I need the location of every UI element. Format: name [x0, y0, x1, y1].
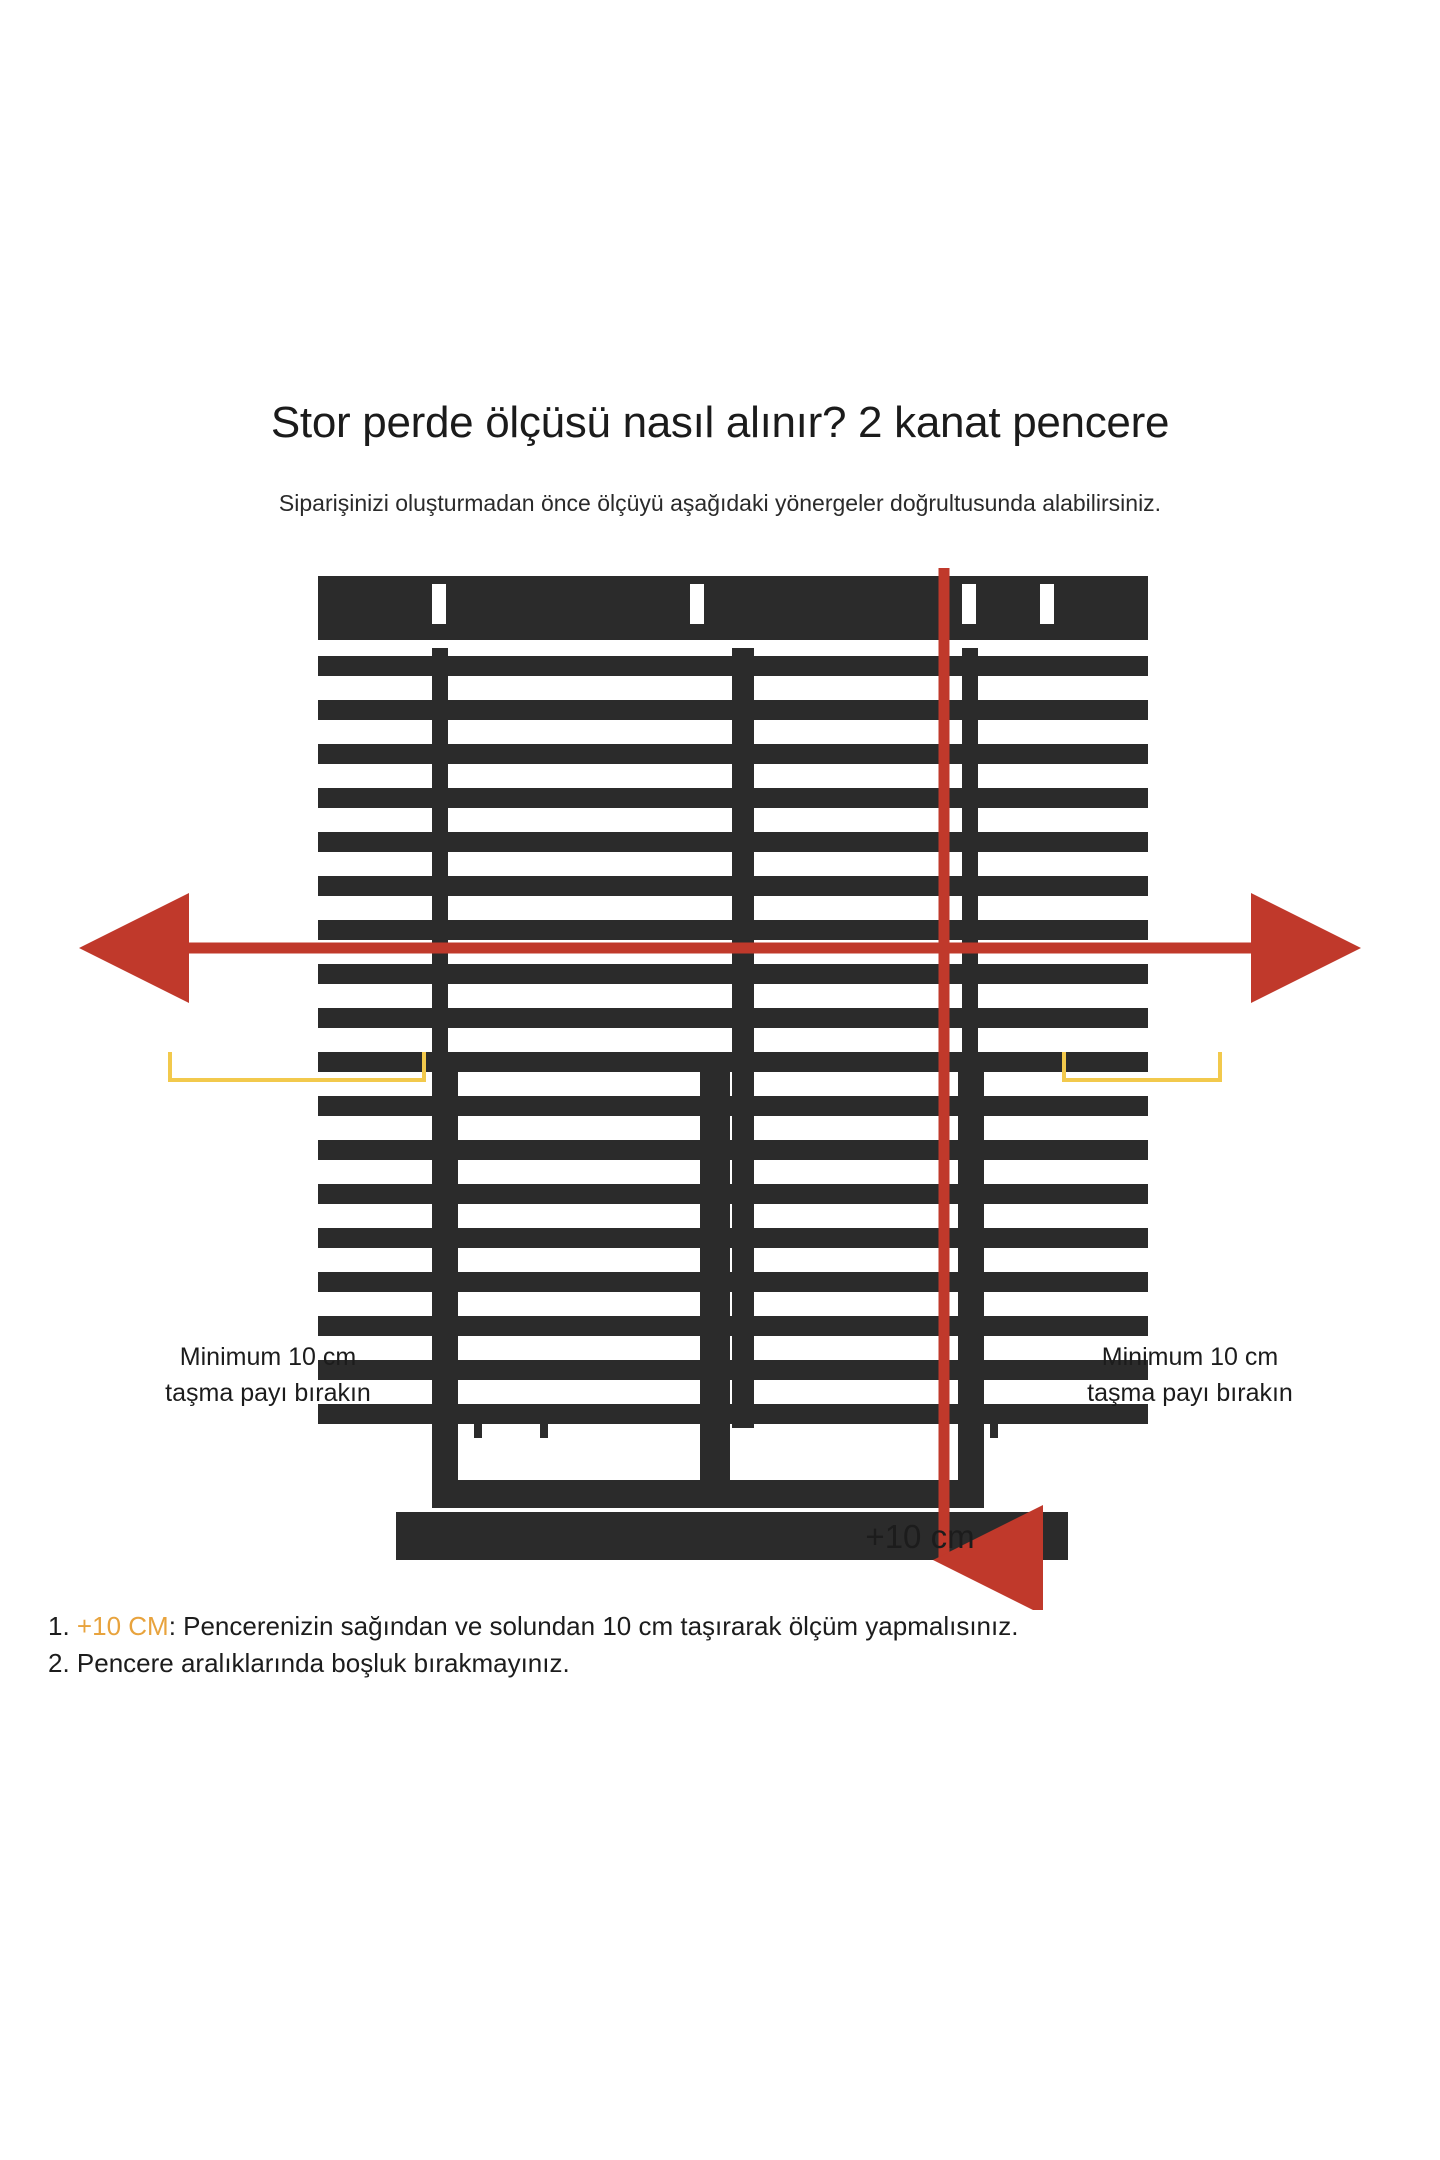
left-margin-label: [118, 1340, 418, 1411]
left-margin-line2: taşma payı bırakın: [165, 1378, 371, 1407]
right-margin-line2: taşma payı bırakın: [1087, 1378, 1293, 1407]
note-1-accent: +10 CM: [76, 1611, 169, 1641]
right-margin-label: [1040, 1340, 1340, 1411]
left-margin-line1: Minimum 10 cm: [179, 1343, 357, 1371]
note-1-number: 1.: [48, 1611, 70, 1641]
right-margin-line1: Minimum 10 cm: [1101, 1343, 1279, 1371]
blind-headrail: [318, 576, 1148, 640]
page-subtitle: Siparişinizi oluşturmadan önce ölçüyü aşağıdaki yönergeler doğrultusunda alabilirsiniz.: [278, 490, 1162, 516]
note-1-text: : Pencerenizin sağından ve solundan 10 cm taşırarak ölçüm yapmalısınız.: [168, 1611, 1019, 1641]
page-title: Stor perde ölçüsü nasıl alınır? 2 kanat pencere: [270, 398, 1170, 447]
bottom-measure-label: +10 cm: [865, 1518, 975, 1555]
note-item-2: 2. Pencere aralıklarında boşluk bırakmayınız.: [48, 1647, 570, 1678]
measurement-diagram: [0, 560, 1440, 1610]
notes-list: [48, 1608, 1408, 1682]
note-item-1: [48, 1608, 1408, 1645]
